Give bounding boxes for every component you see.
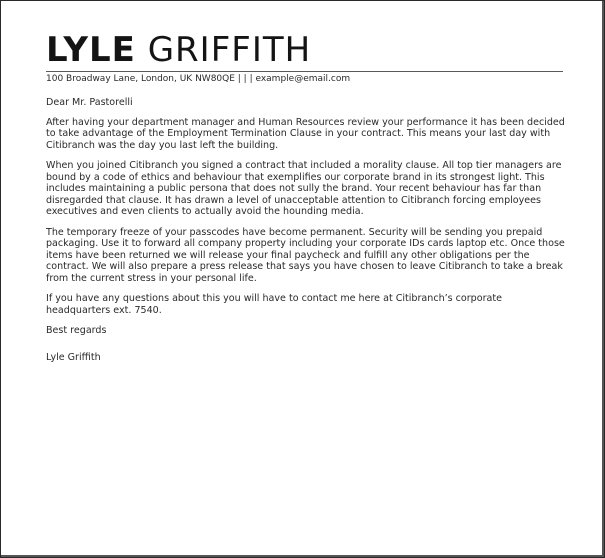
paragraph-1: After having your department manager and Human Resources review your performance it has been decided to take advantage of the Employment Termination Clause in your contract. This means your last day with Citibranch was the day you last left the building.	[46, 116, 565, 151]
letterhead	[46, 31, 311, 69]
paragraph-2: When you joined Citibranch you signed a contract that included a morality clause. All top tier managers are bound by a code of ethics and behaviour that exemplifies our corporate brand in its strongest light. This includes maintaining a public persona that does not sully the brand. Your recent behaviour has far than disregarded that clause. It has drawn a level of unacceptable attention to Citibranch forcing employees executives and even clients to actually avoid the hounding media.	[46, 160, 562, 217]
paragraph-4: If you have any questions about this you will have to contact me here at Citibranch’s corporate headquarters ext. 7540.	[46, 293, 502, 316]
letter-body	[46, 97, 566, 372]
salutation: Dear Mr. Pastorelli	[46, 97, 133, 108]
closing: Best regards	[46, 325, 107, 336]
sender-first-name: LYLE	[46, 30, 136, 70]
sender-name	[46, 31, 311, 69]
paragraph-3: The temporary freeze of your passcodes have become permanent. Security will be sending you prepaid packaging. Use it to forward all company property including your corporate IDs cards laptop etc. Once those items have been returned we will release your final paycheck and fulfill any other obligations per the contract. We will also prepare a press release that says you have chosen to leave Citibranch to take a break from the current stress in your personal life.	[46, 226, 565, 284]
sender-last-name: GRIFFITH	[147, 30, 312, 70]
header-divider	[46, 71, 563, 72]
contact-line: 100 Broadway Lane, London, UK NW80QE | | | example@email.com	[46, 74, 351, 84]
signature: Lyle Griffith	[46, 351, 101, 363]
